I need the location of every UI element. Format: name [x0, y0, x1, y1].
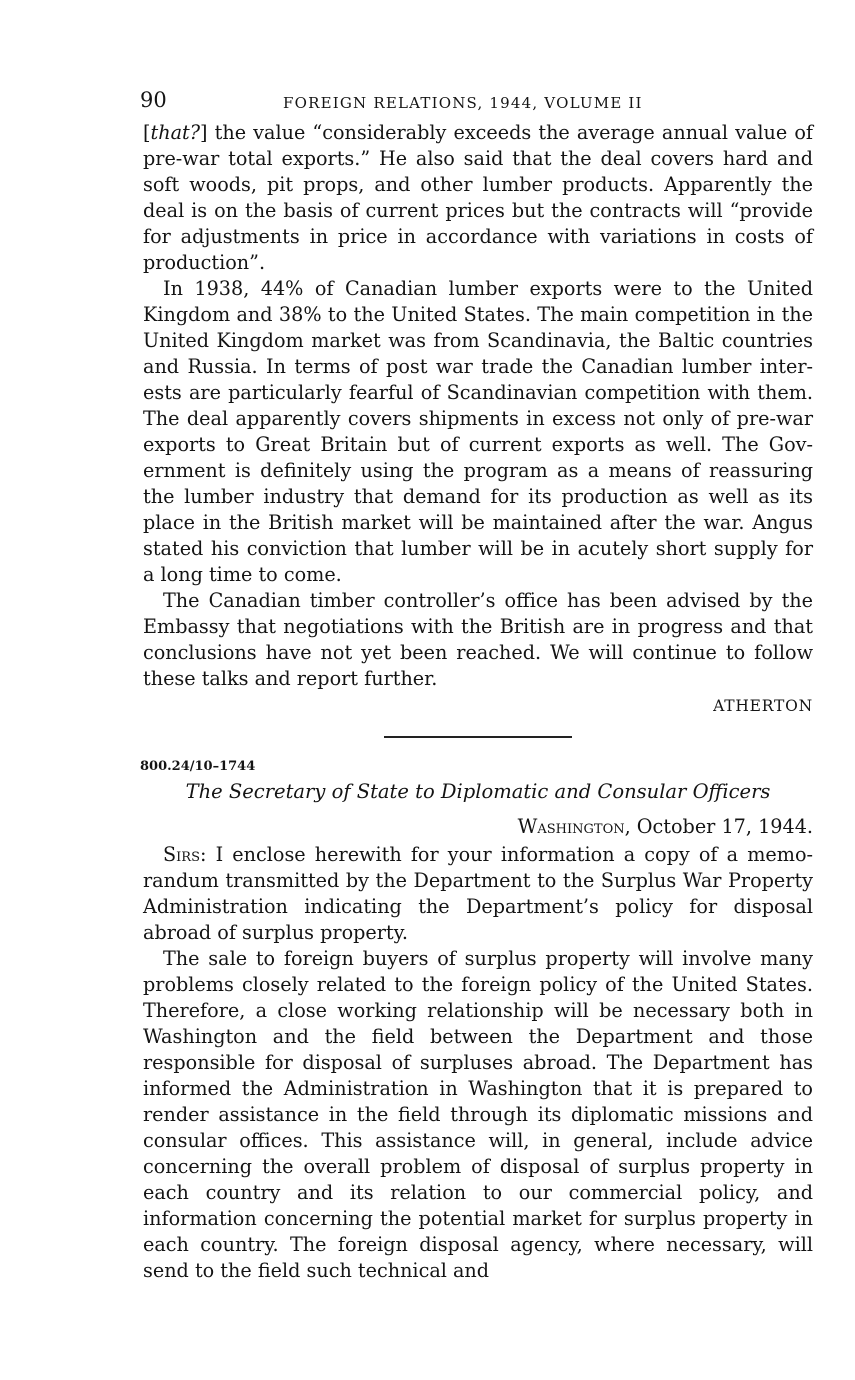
file-number: 800.24/10–1744 — [140, 759, 256, 774]
dateline-date: , October 17, 1944. — [624, 815, 813, 838]
telegram-paragraph-3: The Canadian timber controller’s office has been advised by the Embassy that negotiations with the British are in progress and that conclusions have not yet been reached. We will continue to follow these talks and report further. — [143, 589, 813, 690]
document-heading: The Secretary of State to Diplomatic and Consular Officers — [185, 780, 771, 803]
dateline-place: Washington — [517, 815, 625, 838]
document-page — [140, 88, 813, 1284]
running-header — [140, 88, 813, 120]
telegram-paragraph-1-text: the value “considerably exceeds the average annual value of pre-war total exports.” He also said that the deal covers hard and soft woods, pit props, and other lumber products. Apparently the deal is on the basis of current prices but the contracts will “provide for adjustments in price in accordance with variations in costs of production”. — [143, 121, 813, 274]
circular-paragraph-1-text: : I enclose herewith for your information a copy of a memorandum transmitted by the Department to the Surplus War Property Administration indicating the Department’s policy for disposal abroad of surplus property. — [143, 843, 813, 944]
salutation: Sirs — [163, 843, 200, 866]
signature: ATHERTON — [713, 697, 813, 715]
circular-paragraph-1 — [143, 842, 813, 946]
telegram-paragraph-1: [that?] the value “considerably exceeds the average annual value of pre-war total exports.” He also said that the deal covers hard and soft woods, pit props, and other lumber products. Apparently the deal is on the basis of current prices but the contracts will “provide for adjustments in price in accordance with variations in costs of production”. — [143, 121, 813, 274]
telegram-paragraph-2: In 1938, 44% of Canadian lumber exports were to the United Kingdom and 38% to the United States. The main competition in the United Kingdom market was from Scandinavia, the Baltic countries and Russia. In terms of post war trade the Canadian lumber interests are particularly fearful of Scandinavian competition with them. The deal apparently covers shipments in excess not only of pre-war exports to Great Britain but of current exports as well. The Government is definitely using the program as a means of reassuring the lumber industry that demand for its production as well as its place in the British market will be maintained after the war. Angus stated his conviction that lumber will be in acutely short supply for a long time to come. — [143, 277, 813, 586]
section-divider — [384, 736, 572, 738]
running-title: FOREIGN RELATIONS, 1944, VOLUME II — [283, 94, 643, 112]
dateline — [143, 815, 813, 838]
page-number: 90 — [140, 88, 167, 112]
circular-paragraph-2: The sale to foreign buyers of surplus property will involve many problems closely related to the foreign policy of the United States. Therefore, a close working relationship will be necessary both in Washington and the field between the Department and those responsible for disposal of surpluses abroad. The Department has informed the Administration in Washington that it is prepared to render assistance in the field through its diplomatic missions and consular offices. This assistance will, in general, include advice concerning the overall problem of disposal of surplus property in each country and its relation to our commercial policy, and information concerning the potential market for surplus property in each country. The foreign disposal agency, where necessary, will send to the field such technical and — [143, 947, 813, 1282]
editorial-query: that? — [150, 121, 201, 144]
